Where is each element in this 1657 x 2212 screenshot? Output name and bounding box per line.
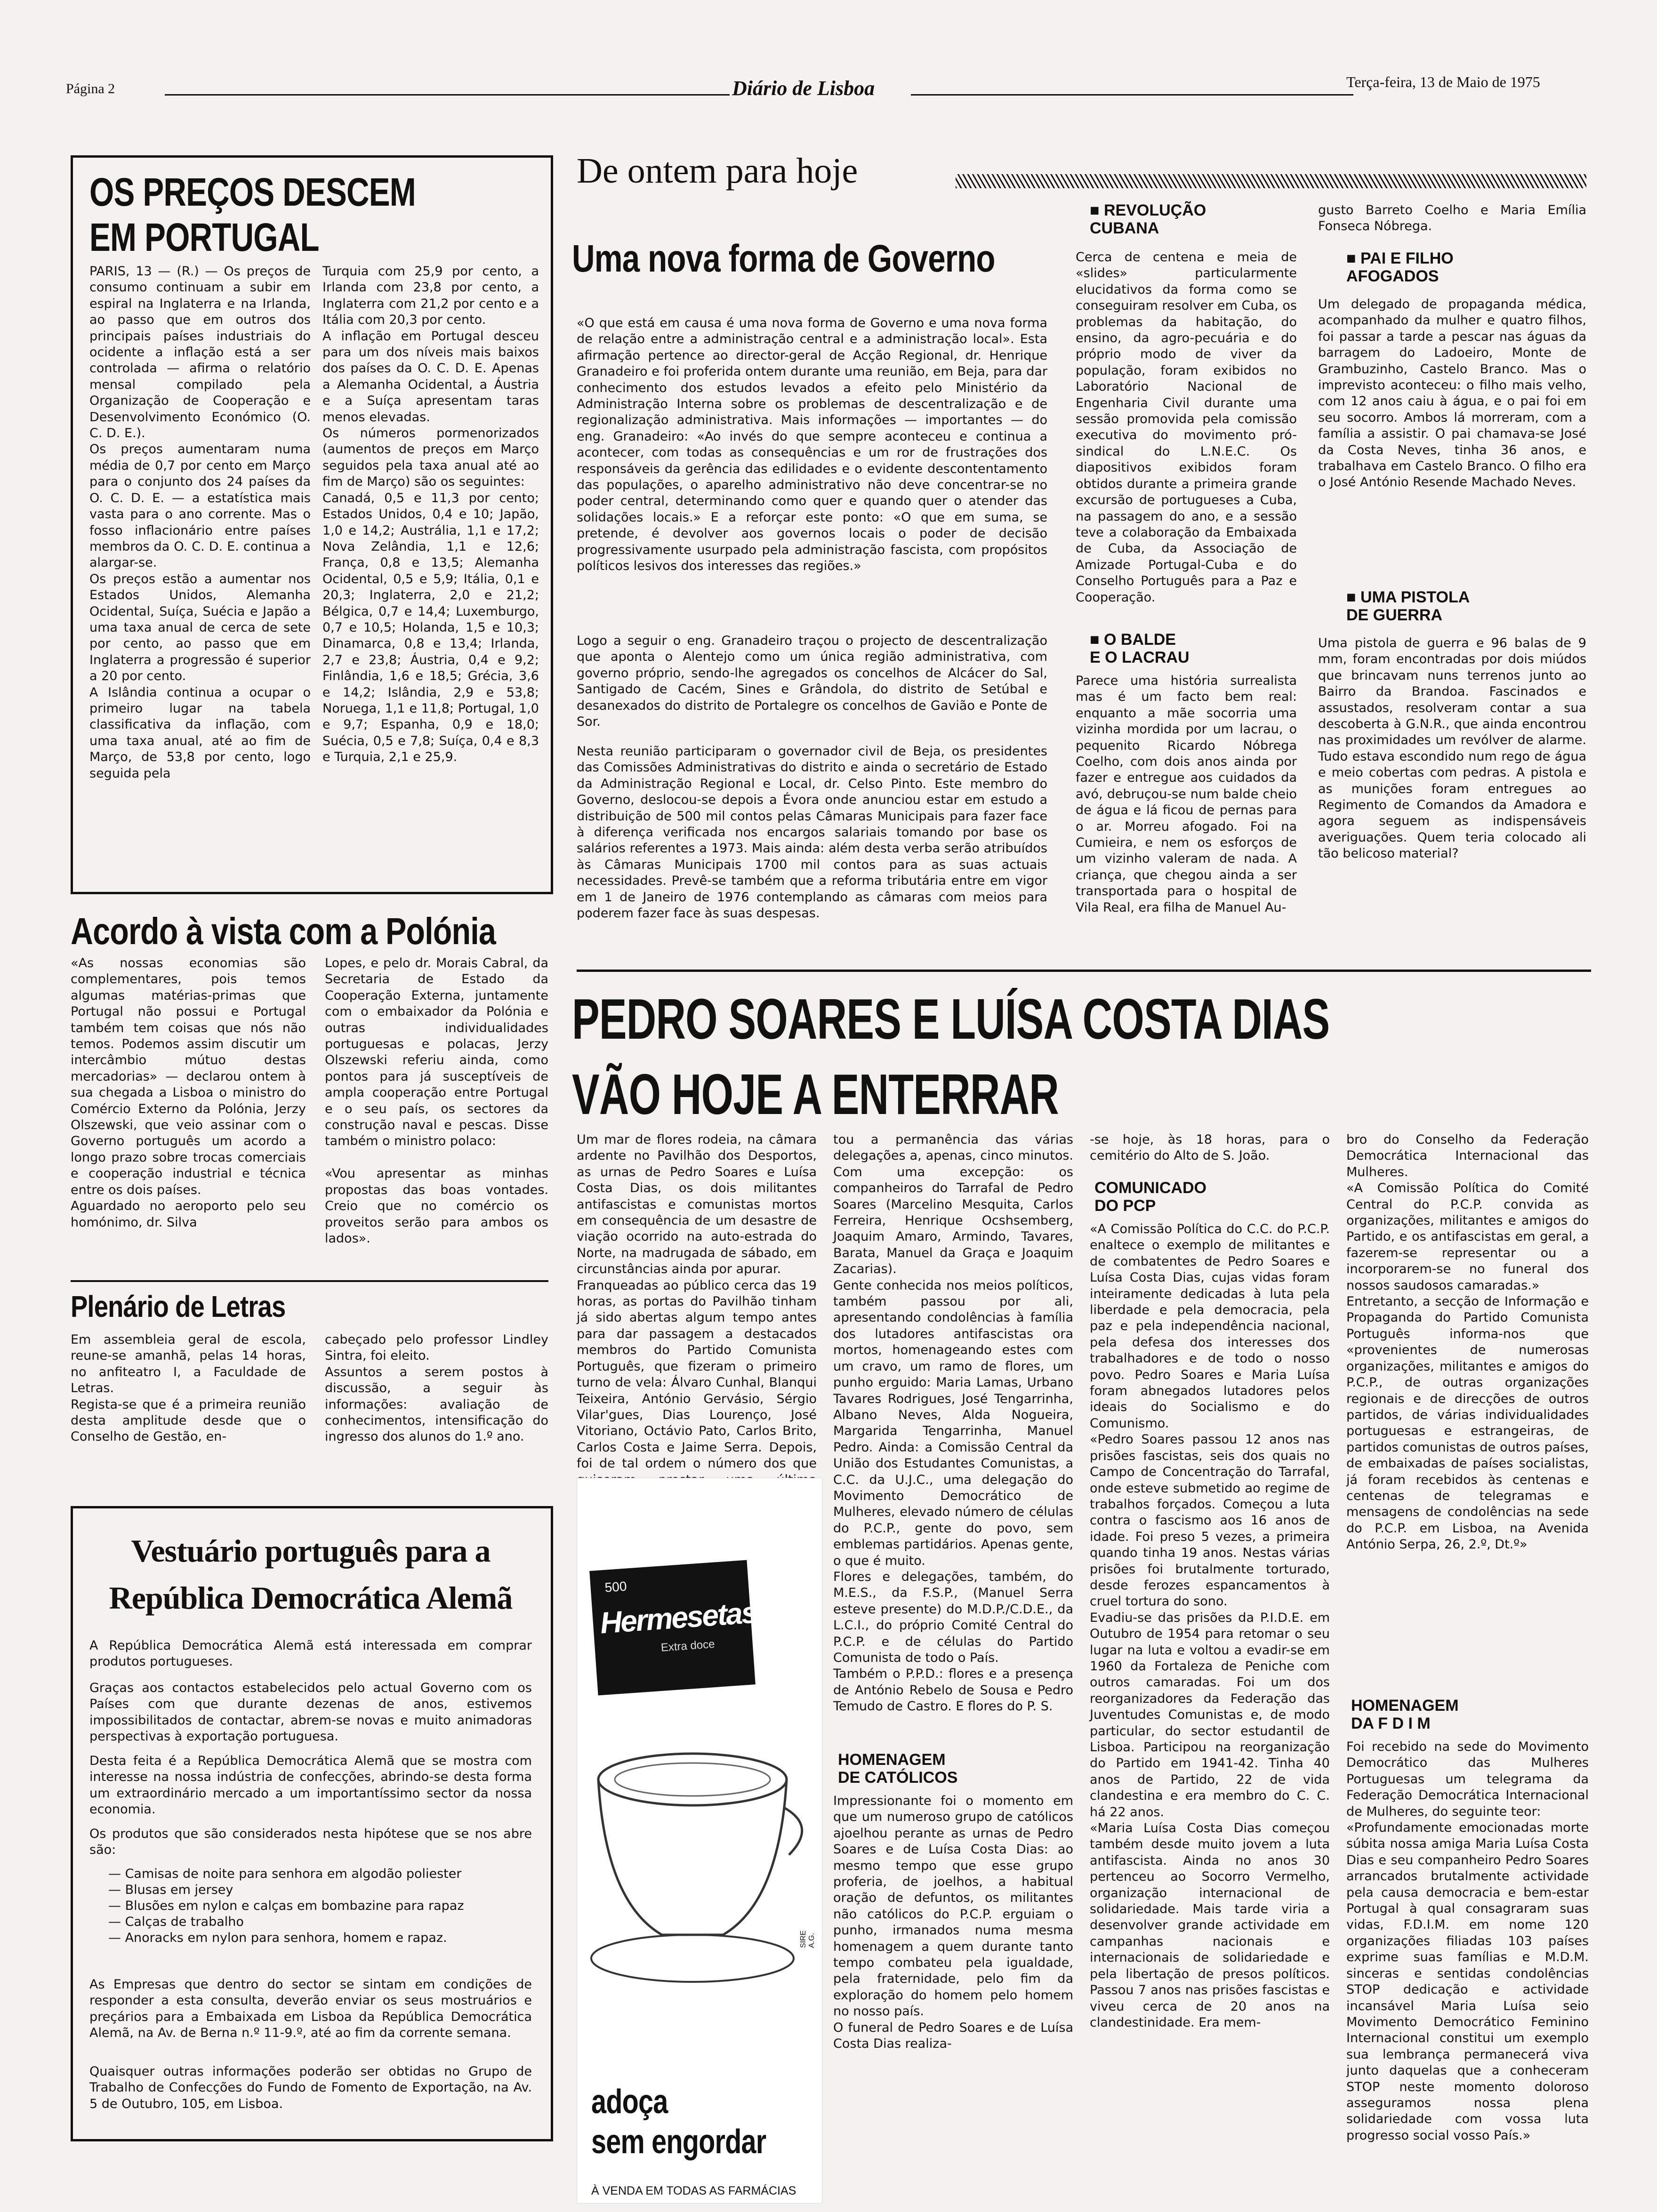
pedro-col3-lead: -se hoje, às 18 horas, para o cemitério do Alto de S. João. <box>1090 1132 1330 1163</box>
masthead <box>0 71 1657 108</box>
pedro-col3: «A Comissão Política do C.C. do P.C.P. enaltece o exemplo de militantes e de combatentes de Pedro Soares e Luísa Costa Dias, cujas vidas foram inteiramente dedicadas à luta pela liberdade e pela democracia, pela paz e pela independência nacional, pela defesa dos interesses dos trabalhadores e de todo o nosso povo. Pedro Soares e Maria Luísa foram abnegados lutadores pelos ideais do Socialismo e do Comunismo. «Pedro Soares passou 12 anos nas prisões fascistas, seis dos quais no Campo de Concentração do Tarrafal, onde esteve submetido ao regime de trabalhos forçados. Começou a luta contra o fascismo aos 16 anos de idade. Foi preso 5 vezes, a primeira quando tinha 19 anos. Nestas várias prisões foi brutalmente torturado, desde ferozes espancamentos à cruel tortura do sono. Evadiu-se das prisões da P.I.D.E. em Outubro de 1954 para retomar o seu lugar na luta e voltou a evadir-se em 1960 da Fortaleza de Peniche com outros camaradas. Foi um dos reorganizadores da Federação das Juventudes Comunistas e, de modo particular, do sector estudantil de Lisboa. Participou na reorganização do Partido em 1941-42. Tinha 40 anos de Partido, 22 de vida clandestina e era membro do C. C. há 22 anos. «Maria Luísa Costa Dias começou também desde muito jovem a luta antifascista. Ainda no anos 30 pertenceu ao Socorro Vermelho, organização internacional de solidariedade. Mais tarde viria a desenvolver grande actividade em campanhas nacionais e internacionais de solidariedade e pela libertação de presos políticos. Passou 7 anos nas prisões fascistas e viveu cerca de 20 anos na clandestinidade. Era mem- <box>1090 1222 1330 2030</box>
ad-count: 500 <box>604 1579 627 1595</box>
pai-heading: ■ PAI E FILHO AFOGADOS <box>1346 249 1454 285</box>
masthead-rule-left <box>165 94 730 96</box>
ontem-body-p1: «O que está em causa é uma nova forma de Governo e uma nova forma de relação entre a administração central e a administração local». Esta afirmação pertence ao director-geral de Acção Regional, dr. Henrique Granadeiro e foi proferida ontem durante uma reunião, em Beja, para dar conhecimento dos estudos levados a efeito pelo Ministério da Administração Interna sobre os problemas de descentralização e de regionalização administrativa. Mais informações — importantes — do eng. Granadeiro: «Ao invés do que sempre aconteceu e continua a acontecer, com todas as consequências e um ror de frustrações dos responsáveis da gerência das edilidades e o evidente descontentamento das populações, o aparelho administrativo não deve concentrar-se no poder central, determinando como quer e quando quer o atender das solidações locais.» E a reforçar este ponto: «O que em suma, se pretende, é devolver aos governos locais o poder de decisão progressivamente usurpado pela administração fascista, com propósitos políticos lesivos dos interesses das regiões.» <box>577 316 1047 574</box>
balde-heading: ■ O BALDE E O LACRAU <box>1090 631 1190 666</box>
revolucao-heading: ■ REVOLUÇÃO CUBANA <box>1090 201 1207 237</box>
section-hatch-band <box>956 174 1586 188</box>
vestuario-product-list <box>108 1866 532 1946</box>
pai-body: Um delegado de propaganda médica, acompanhado da mulher e quatro filhos, foi passar a tarde a pescar nas águas da barragem do Ladoeiro, Monte de Grambuzinho, Castelo Branco. Mas o imprevisto aconteceu: o filho mais velho, com 12 anos caiu à água, e o pai foi em seu socorro. Ambos lá morreram, com a família a assistir. O pai chamava-se José da Costa Neves, tinha 36 anos, e trabalhava em Castelo Branco. O filho era o José António Resende Machado Neves. <box>1318 297 1586 490</box>
ad-package <box>589 1560 756 1696</box>
ontem-headline: Uma nova forma de Governo <box>572 237 995 280</box>
pistola-body: Uma pistola de guerra e 96 balas de 9 mm, foram encontradas por dois miúdos que brincavam nuns terrenos junto ao Bairro da Brandoa. Fascinados e assustados, resolveram contar a sua descoberta à G.N.R., que ainda encontrou nas proximidades um revólver de alarme. Tudo estava escondido num rego de água e meio cobertas com pedras. A pistola e as munições foram entregues ao Regimento de Comandos da Amadora e agora seguem as indispensáveis averiguações. Quem teria colocado ali tão belicoso material? <box>1318 636 1586 861</box>
vestuario-p2: Graças aos contactos estabelecidos pelo actual Governo com os Países com que durante dezenas de anos, estivemos impossibilitados de contactar, abrem-se novas e muito animadoras perspectivas à exportação portuguesa. <box>89 1681 532 1744</box>
vestuario-headline: Vestuário português para a República Democrática Alemã <box>109 1533 513 1616</box>
divider-main <box>577 970 1591 972</box>
ad-sub: Extra doce <box>660 1637 716 1654</box>
coffee-cup-illustration <box>591 1747 794 1991</box>
vestuario-p6: Quaisquer outras informações poderão ser obtidas no Grupo de Trabalho de Confecções do Fundo de Fomento de Exportação, na Av. 5 de Outubro, 105, em Lisboa. <box>89 2064 532 2111</box>
product-item: — Camisas de noite para senhora em algodão poliester <box>108 1867 462 1881</box>
product-item: — Blusões em nylon e calças em bombazine para rapaz <box>108 1899 464 1913</box>
ad-tagline-2: sem engordar <box>591 2123 766 2161</box>
fdim-heading: HOMENAGEM DA F D I M <box>1351 1697 1459 1732</box>
vestuario-p1: A República Democrática Alemã está interessada em comprar produtos portugueses. <box>89 1638 532 1669</box>
pedro-col2b: Impressionante foi o momento em que um numeroso grupo de católicos ajoelhou perante as urnas de Pedro Soares e de Luísa Costa Dias: ao mesmo tempo que esse grupo proferia, de joelhos, a habitual oração de defuntos, os militantes não católicos do P.C.P. erguiam o punho, irmanados numa mesma homenagem a quem durante tanto tempo combateu pela igualdade, pela fraternidade, pelo fim da exploração do homem pelo homem no nosso país. O funeral de Pedro Soares e de Luísa Costa Dias realiza- <box>833 1794 1073 2052</box>
vestuario-p4: Os produtos que são considerados nesta hipótese que se nos abre são: <box>89 1827 532 1858</box>
precos-headline: OS PREÇOS DESCEM EM PORTUGAL <box>89 170 416 259</box>
divider-acordo <box>71 1280 548 1282</box>
pistola-heading: ■ UMA PISTOLA DE GUERRA <box>1346 588 1470 624</box>
plenario-body-col1: Em assembleia geral de escola, reune-se amanhã, pelas 14 horas, no anfiteatro I, a Faculdade de Letras. Regista-se que é a primeira reunião desta amplitude desde que o Conselho de Gestão, en- <box>71 1332 306 1444</box>
section-title: De ontem para hoje <box>577 151 858 191</box>
balde-body: Parece uma história surrealista mas é um facto bem real: enquanto a mãe socorria uma vizinha mordida por um lacrau, o pequenito Ricardo Nóbrega Coelho, com dois anos ainda por fazer e entregue aos cuidados da avó, debruçou-se num balde cheio de água e lá ficou de pernas para o ar. Morreu afogado. Foi na Cumieira, e nem os esforços de um vizinho valeram de nada. A criança, que chegou ainda a ser transportada para o hospital de Vila Real, era filha de Manuel Au- <box>1076 673 1297 915</box>
issue-date: Terça-feira, 13 de Maio de 1975 <box>1346 73 1540 90</box>
pai-lead: gusto Barreto Coelho e Maria Emília Fonseca Nóbrega. <box>1318 203 1586 234</box>
page-number: Página 2 <box>66 81 115 96</box>
ontem-body-p2: Logo a seguir o eng. Granadeiro traçou o projecto de descentralização que aponta o Alentejo como um única região administrativa, com governo próprio, sendo-lhe agregados os concelhos de Alcácer do Sal, Santigado de Cacém, Sines e Grândola, do distrito de Setúbal e desanexados do distrito de Portalegre os concelhos de Gavião e Ponte de Sor. <box>577 633 1047 729</box>
masthead-rule-right <box>911 94 1353 96</box>
ad-credit: SIRE A.G. <box>799 1930 816 1948</box>
plenario-headline: Plenário de Letras <box>71 1290 286 1323</box>
acordo-body-col1: «As nossas economias são complementares, pois temos algumas matérias-primas que Portugal não possui e Portugal também tem coisas que nós não temos. Podemos assim discutir um intercâmbio mútuo destas mercadorias» — declarou ontem à sua chegada a Lisboa o ministro do Comércio Externo da Polónia, Jerzy Olszewski, que veio assinar com o Governo português um acordo a longo prazo sobre trocas comerciais e cooperação industrial e técnica entre os dois países. Aguardado no aeroporto pelo seu homónimo, dr. Silva <box>71 956 306 1230</box>
catolicos-heading: HOMENAGEM DE CATÓLICOS <box>838 1751 958 1787</box>
ontem-body-p3: Nesta reunião participaram o governador civil de Beja, os presidentes das Comissões Administrativas do distrito e ainda o secretário de Estado da Administração Regional e Local, dr. Celso Pinto. Este membro do Governo, deslocou-se depois a Évora onde anunciou estar em estudo a distribuição de 500 mil contos pelas Câmaras Municipais para fazer face à diferença verificada nos encargos salariais tomando por base os salários referentes a 1973. Mais ainda: além desta verba serão atribuídos às Câmaras Municipais 1700 mil contos para as suas actuais necessidades. Prevê-se também que a reforma tributária entre em vigor em 1 de Janeiro de 1976 contemplando as câmaras com meios para poderem fazer face às suas despesas. <box>577 744 1047 921</box>
plenario-body-col2: cabeçado pelo professor Lindley Sintra, foi eleito. Assuntos a serem postos à discussão, a seguir às informações: avaliação de conhecimentos, intensificação do ingresso dos alunos do 1.º ano. <box>325 1332 548 1444</box>
revolucao-body: Cerca de centena e meia de «slides» particularmente elucidativos da forma como se conseguiram resolver em Cuba, os problemas da habitação, do ensino, da agro-pecuária e do próprio modo de viver da população, foram exibidos no Laboratório Nacional de Engenharia Civil durante uma sessão promovida pela comissão executiva do movimento pró-sindical do L.N.E.C. Os diapositivos exibidos foram obtidos durante a primeira grande excursão de portugueses a Cuba, na passagem do ano, e a sessão teve a colaboração da Embaixada de Cuba, da Associação de Amizade Portugal-Cuba e do Conselho Português para a Paz e Cooperação. <box>1076 250 1297 605</box>
precos-body-col1: PARIS, 13 — (R.) — Os preços de consumo continuam a subir em espiral na Inglaterra e na Irlanda, ao passo que em outros dos principais países industriais do ocidente a inflação está a ser controlada — afirma o relatório mensal compilado pela Organização de Cooperação e Desenvolvimento Económico (O. C. D. E.). Os preços aumentaram numa média de 0,7 por cento em Março para o conjunto dos 24 países da O. C. D. E. — a estatística mais vasta para o ano corrente. Mas o fosso inflacionário entre países membros da O. C. D. E. continua a alargar-se. Os preços estão a aumentar nos Estados Unidos, Alemanha Ocidental, Suíça, Suécia e Japão a uma taxa anual de cerca de sete por cento, ao passo que em Inglaterra a progressão é superior a 20 por cento. A Islândia continua a ocupar o primeiro lugar na tabela classificativa da inflação, com uma taxa anual, até ao fim de Março, de 53,8 por cento, logo seguida pela <box>89 264 311 781</box>
pedro-col4: bro do Conselho da Federação Democrática Internacional das Mulheres. «A Comissão Política do Comité Central do P.C.P. convida as organizações, militantes e amigos do Partido, e os antifascistas em geral, a fazerem-se representar ou a incorporarem-se no funeral dos nossos saudosos camaradas.» Entretanto, a secção de Informação e Propaganda do Partido Comunista Português informa-nos que «provenientes de numerosas organizações, militantes e amigos do P.C.P., de outras organizações regionais e de direcções de outros partidos, de várias individualidades portuguesas e estrangeiras, de partidos comunistas de outros países, de embaixadas de países socialistas, já foram recebidos às centenas e centenas de telegramas e mensagens de condolências na sede do P.C.P. em Lisboa, na Avenida António Serpa, 26, 2.º, Dt.º» <box>1346 1132 1589 1552</box>
hermesetas-ad <box>577 1478 822 2204</box>
pedro-col2: tou a permanência das várias delegações a, apenas, cinco minutos. Com uma excepção: os companheiros do Tarrafal de Pedro Soares (Marcelino Mesquita, Carlos Ferreira, Henrique Ocshsemberg, Joaquim Amaro, Armindo, Tavares, Barata, Manuel da Graça e Joaquim Zacarias). Gente conhecida nos meios políticos, também passou por ali, apresentando condolências à família dos lutadores antifascistas ora mortos, homenageando estes com um cravo, um ramo de flores, um punho erguido: Maria Lamas, Urbano Tavares Rodrigues, José Tengarrinha, Albano Neves, Alda Nogueira, Margarida Tengarrinha, Manuel Pedro. Ainda: a Comissão Central da União dos Estudantes Comunistas, a C.C. da U.J.C., uma delegação do Movimento Democrático de Mulheres, elevado número de células do P.C.P., gente do povo, sem emblemas partidários. Apenas gente, o que é muito. Flores e delegações, também, do M.E.S., da F.S.P., (Manuel Serra esteve presente) do M.D.P./C.D.E., da L.C.I., do próprio Comité Central do P.C.P. e de células do Partido Comunista de todo o País. Também o P.P.D.: flores e a presença de António Rebelo de Sousa e Pedro Temudo de Castro. E flores do P. S. <box>833 1132 1073 1714</box>
ad-brand: Hermesetas <box>599 1595 758 1640</box>
ad-tagline-1: adoça <box>591 2083 668 2121</box>
acordo-headline: Acordo à vista com a Polónia <box>71 910 496 952</box>
vestuario-p3: Desta feita é a República Democrática Alemã que se mostra com interesse na nossa indústria de confecções, abrindo-se desta forma um extraordinário mercado a um importantíssimo sector da nossa economia. <box>89 1754 532 1817</box>
pedro-headline: PEDRO SOARES E LUÍSA COSTA DIAS VÃO HOJE A ENTERRAR <box>572 987 1330 1126</box>
ad-footer: À VENDA EM TODAS AS FARMÁCIAS <box>591 2184 796 2197</box>
newspaper-name: Diário de Lisboa <box>732 77 875 100</box>
vestuario-p5: As Empresas que dentro do sector se sintam em condições de responder a esta consulta, deverão enviar os seus mostruários e preçários para a Embaixada em Lisboa da República Democrática Alemã, na Av. de Berna n.º 11-9.º, até ao fim da corrente semana. <box>89 1977 532 2041</box>
pedro-col1: Um mar de flores rodeia, na câmara ardente no Pavilhão dos Desportos, as urnas de Pedro Soares e Luísa Costa Dias, os dois militantes antifascistas e comunistas mortos em consequência de um desastre de viação ocorrido na auto-estrada do Norte, na madrugada de sábado, em circunstâncias ainda por apurar. Franqueadas ao público cerca das 19 horas, as portas do Pavilhão tinham já sido abertas algum tempo antes para dar passagem a destacados membros do Partido Comunista Português, que fizeram o primeiro turno de vela: Álvaro Cunhal, Blanqui Teixeira, António Gervásio, Sérgio Vilar'gues, Dias Lourenço, José Vitoriano, Octávio Pato, Carlos Brito, Carlos Costa e Jaime Serra. Depois, foi de tal ordem o número dos que <box>577 1132 817 1471</box>
product-item: — Blusas em jersey <box>108 1883 233 1897</box>
comunicado-heading: COMUNICADO DO PCP <box>1094 1179 1207 1215</box>
acordo-body-col2: Lopes, e pelo dr. Morais Cabral, da Secretaria de Estado da Cooperação Externa, juntamente com o embaixador da Polónia e outras individualidades portuguesas e polacas, Jerzy Olszewski referiu ainda, como pontos para já susceptíveis de ampla cooperação entre Portugal e o seu país, os sectores da construção naval e pescas. Disse também o ministro polaco: «Vou apresentar as minhas propostas das boas vontades. Creio que no comércio os proveitos serão para ambos os lados». <box>325 956 548 1246</box>
product-item: — Anoracks em nylon para senhora, homem e rapaz. <box>108 1931 447 1945</box>
pedro-col4b: Foi recebido na sede do Movimento Democrático das Mulheres Portuguesas um telegrama da Federação Democrática Internacional de Mulheres, do seguinte teor: «Profundamente emocionadas morte súbita nossa amiga Maria Luísa Costa Dias e seu companheiro Pedro Soares arrancados brutalmente actividade pela causa democracia e bem-estar Portugal à qual consagraram suas vidas, F.D.I.M. em nome 120 organizações filiadas 103 países exprime suas famílias e M.D.M. sinceras e sentidas condolências STOP dedicação e actividade incansável Maria Luísa seio Movimento Democrático Feminino Internacional constitui um exemplo sua lembrança permanecerá viva junto daquelas que a conheceram STOP neste momento doloroso asseguramos nossa plena solidariedade com vossa luta progresso social vosso País.» <box>1346 1739 1589 2143</box>
precos-body-col2: Turquia com 25,9 por cento, a Irlanda com 23,8 por cento, a Inglaterra com 21,2 por cento e a Itália com 20,3 por cento. A inflação em Portugal desceu para um dos níveis mais baixos dos países da O. C. D. E. Apenas a Alemanha Ocidental, a Áustria e a Suíça apresentam taras menos elevadas. Os números pormenorizados (aumentos de preços em Março seguidos pela taxa anual até ao fim de Março) são os seguintes: Canadá, 0,5 e 11,3 por cento; Estados Unidos, 0,4 e 10; Japão, 1,0 e 14,2; Austrália, 1,1 e 17,2; Nova Zelândia, 1,1 e 12,6; França, 0,8 e 13,5; Alemanha Ocidental, 0,5 e 5,9; Itália, 0,1 e 20,3; Inglaterra, 2,0 e 21,2; Bélgica, 0,7 e 14,4; Luxemburgo, 0,7 e 10,5; Holanda, 1,5 e 10,3; Dinamarca, 0,8 e 13,4; Irlanda, 2,7 e 23,8; Áustria, 0,4 e 9,2; Finlândia, 1,6 e 18,5; Grécia, 3,6 e 14,2; Islândia, 2,9 e 53,8; Noruega, 1,1 e 11,8; Portugal, 1,0 e 9,7; Espanha, 0,9 e 18,0; Suécia, 0,5 e 7,8; Suíça, 0,4 e 8,3 e Turquia, 2,1 e 25,9. <box>322 264 539 765</box>
product-item: — Calças de trabalho <box>108 1915 244 1929</box>
